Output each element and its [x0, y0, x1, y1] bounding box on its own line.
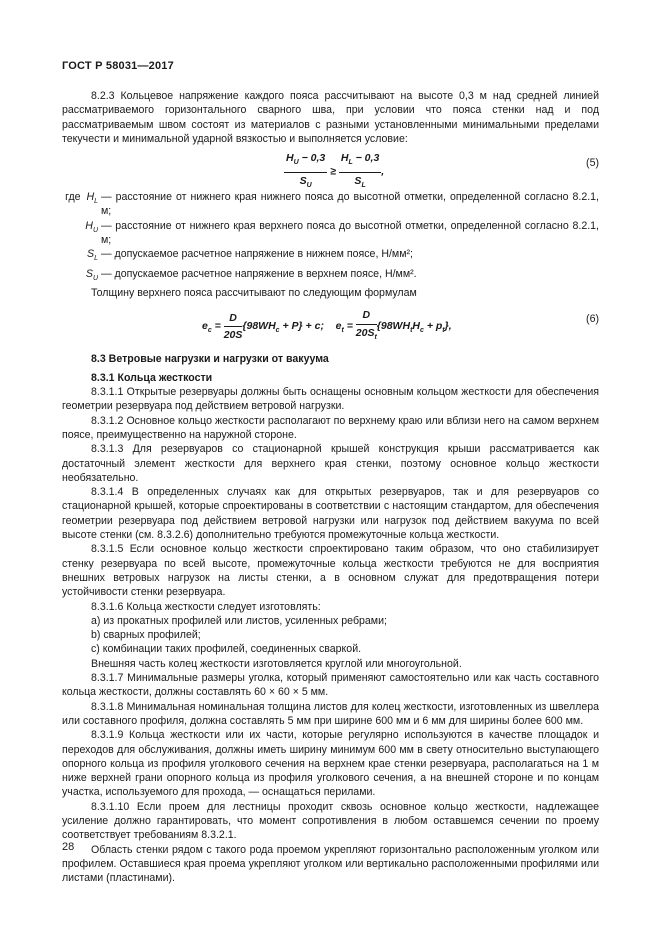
paragraph: 8.3.1.7 Минимальные размеры уголка, который применяют самостоятельно или как часть составного кольца жесткости, должны составлять 60 × 60 × 5 мм. — [62, 672, 599, 699]
paragraph: 8.3.1.5 Если основное кольцо жесткости спроектировано таким образом, что оно стабилизирует стенку резервуара по всей высоте, промежуточные кольца жесткости требуются не для восприятия внешних ветровых нагрузок на листы стенки, а в основном служат для предотвращения потери устойчивости стенки резервуара. — [62, 543, 599, 599]
page-number: 28 — [62, 841, 75, 853]
paragraph: Внешняя часть колец жесткости изготовляется круглой или многоугольной. — [91, 657, 462, 670]
paragraph: 8.3.1.8 Минимальная номинальная толщина листов для колец жесткости, изготовленных из швеллера или составного профиля, должна составлять 5 мм при ширине 600 мм и 6 мм для ширины более 600 мм. — [62, 700, 599, 727]
paragraph: 8.3.1.1 Открытые резервуары должны быть оснащены основным кольцом жесткости для обеспечения геометрии резервуара под действием ветровой нагрузки. — [62, 386, 599, 413]
list-item: b) сварных профилей; — [91, 629, 201, 642]
list-item: c) комбинации таких профилей, соединенных сваркой. — [91, 643, 362, 656]
formula-6-number: (6) — [586, 313, 599, 326]
list-item: a) из прокатных профилей или листов, усиленных ребрами; — [91, 614, 387, 627]
paragraph: 8.3.1.2 Основное кольцо жесткости располагают по верхнему краю или вблизи него на самом верхнем поясе, преимущественно на наружной стороне. — [62, 414, 599, 441]
definition-row: $S_U$ — допускаемое расчетное напряжение в верхнем поясе, Н/мм². — [85, 267, 417, 282]
formula-6-expression: $e_c$ = $\frac{D}{20S}$ $\{98WH_c + P\} + c$; $e_t$ = $\frac{D}{20S_t}$ $\{98WH_tH_c + p_t\}$, — [202, 309, 452, 342]
definition-row: где $H_L$ — расстояние от нижнего края нижнего пояса до высотной отметки, определенной согласно 8.2.1, м; — [65, 191, 599, 218]
paragraph: Область стенки рядом с такого рода проемом укрепляют горизонтально расположенным уголком или профилем. Оставшиеся края проема укрепляют уголком или вертикально расположенными профилями или листами (пластинами). — [62, 843, 599, 885]
section-heading-8-3: 8.3 Ветровые нагрузки и нагрузки от вакуума — [91, 353, 329, 366]
formulas-intro: Толщину верхнего пояса рассчитывают по следующим формулам — [91, 287, 417, 300]
formula-5-rhs-fraction: $\frac{H_L - 0,3}{S_L}$ — [340, 152, 380, 189]
formula-5-number: (5) — [586, 157, 599, 170]
formula-6 — [62, 304, 599, 344]
document-header: ГОСТ Р 58031—2017 — [62, 60, 174, 72]
formula-5 — [62, 148, 599, 190]
paragraph: 8.3.1.4 В определенных случаях как для открытых резервуаров, так и для резервуаров со стационарной крышей, которые спроектированы в соответствии с настоящим стандартом, для обеспечения геометрии резервуара под действием ветровой нагрузки или нагрузок под действием вакуума по всей высоте стенки (см. 8.3.2.6) дополнительно требуются промежуточные кольца жесткости. — [62, 486, 599, 542]
definition-row: $S_L$ — допускаемое расчетное напряжение в нижнем поясе, Н/мм²; — [87, 248, 413, 263]
paragraph: 8.3.1.3 Для резервуаров со стационарной крышей конструкция крыши рассматривается как достаточный элемент жесткости для верхнего края стенки, поэтому основное кольцо жесткости необязательно. — [62, 443, 599, 484]
definition-row: $H_U$ — расстояние от нижнего края верхнего пояса до высотной отметки, определенной согласно 8.2.1, м; — [85, 219, 599, 247]
formula-5-expression: $\frac{H_U - 0,3}{S_U}$ ≥ $\frac{H_L - 0,3}{S_L}$ , — [284, 151, 384, 193]
definitions-list — [61, 190, 599, 286]
paragraph: 8.3.1.10 Если проем для лестницы проходит сквозь основное кольцо жесткости, надлежащее усиление должно гарантировать, что момент сопротивления в любом оставшемся сечении по проему соответствует требованиям 8.3.2.1. — [62, 800, 599, 842]
material-list — [62, 614, 599, 657]
page-body — [62, 89, 599, 885]
paragraph-8-2-3: 8.2.3 Кольцевое напряжение каждого пояса рассчитывают на высоте 0,3 м над средней линией рассматриваемого горизонтального сварного шва, при условии что пояса стенки над и под рассматриваемым швом состоят из материалов с разными установленными минимальными пределами текучести и минимальной ударной вязкостью и выполняется условие: — [62, 90, 599, 145]
formula-5-lhs-fraction: $\frac{H_U - 0,3}{S_U}$ — [286, 152, 326, 189]
paragraph: 8.3.1.6 Кольца жесткости следует изготовлять: — [91, 600, 321, 613]
formula-5-operator: ≥ — [330, 165, 336, 178]
section-heading-8-3-1: 8.3.1 Кольца жесткости — [91, 371, 213, 384]
paragraph: 8.3.1.9 Кольца жесткости или их части, которые регулярно используются в качестве площадок и переходов для обслуживания, должны иметь ширину минимум 600 мм в свету относительно выступающего опорного кольца из профиля уголкового сечения на верхнем крае стенки резервуара, располагаться на 1 м ниже верхней грани опорного кольца из профиля уголкового сечения, а на внешней стороне и по концам участка, используемого для прохода, — оснащаться перилами. — [62, 729, 599, 799]
